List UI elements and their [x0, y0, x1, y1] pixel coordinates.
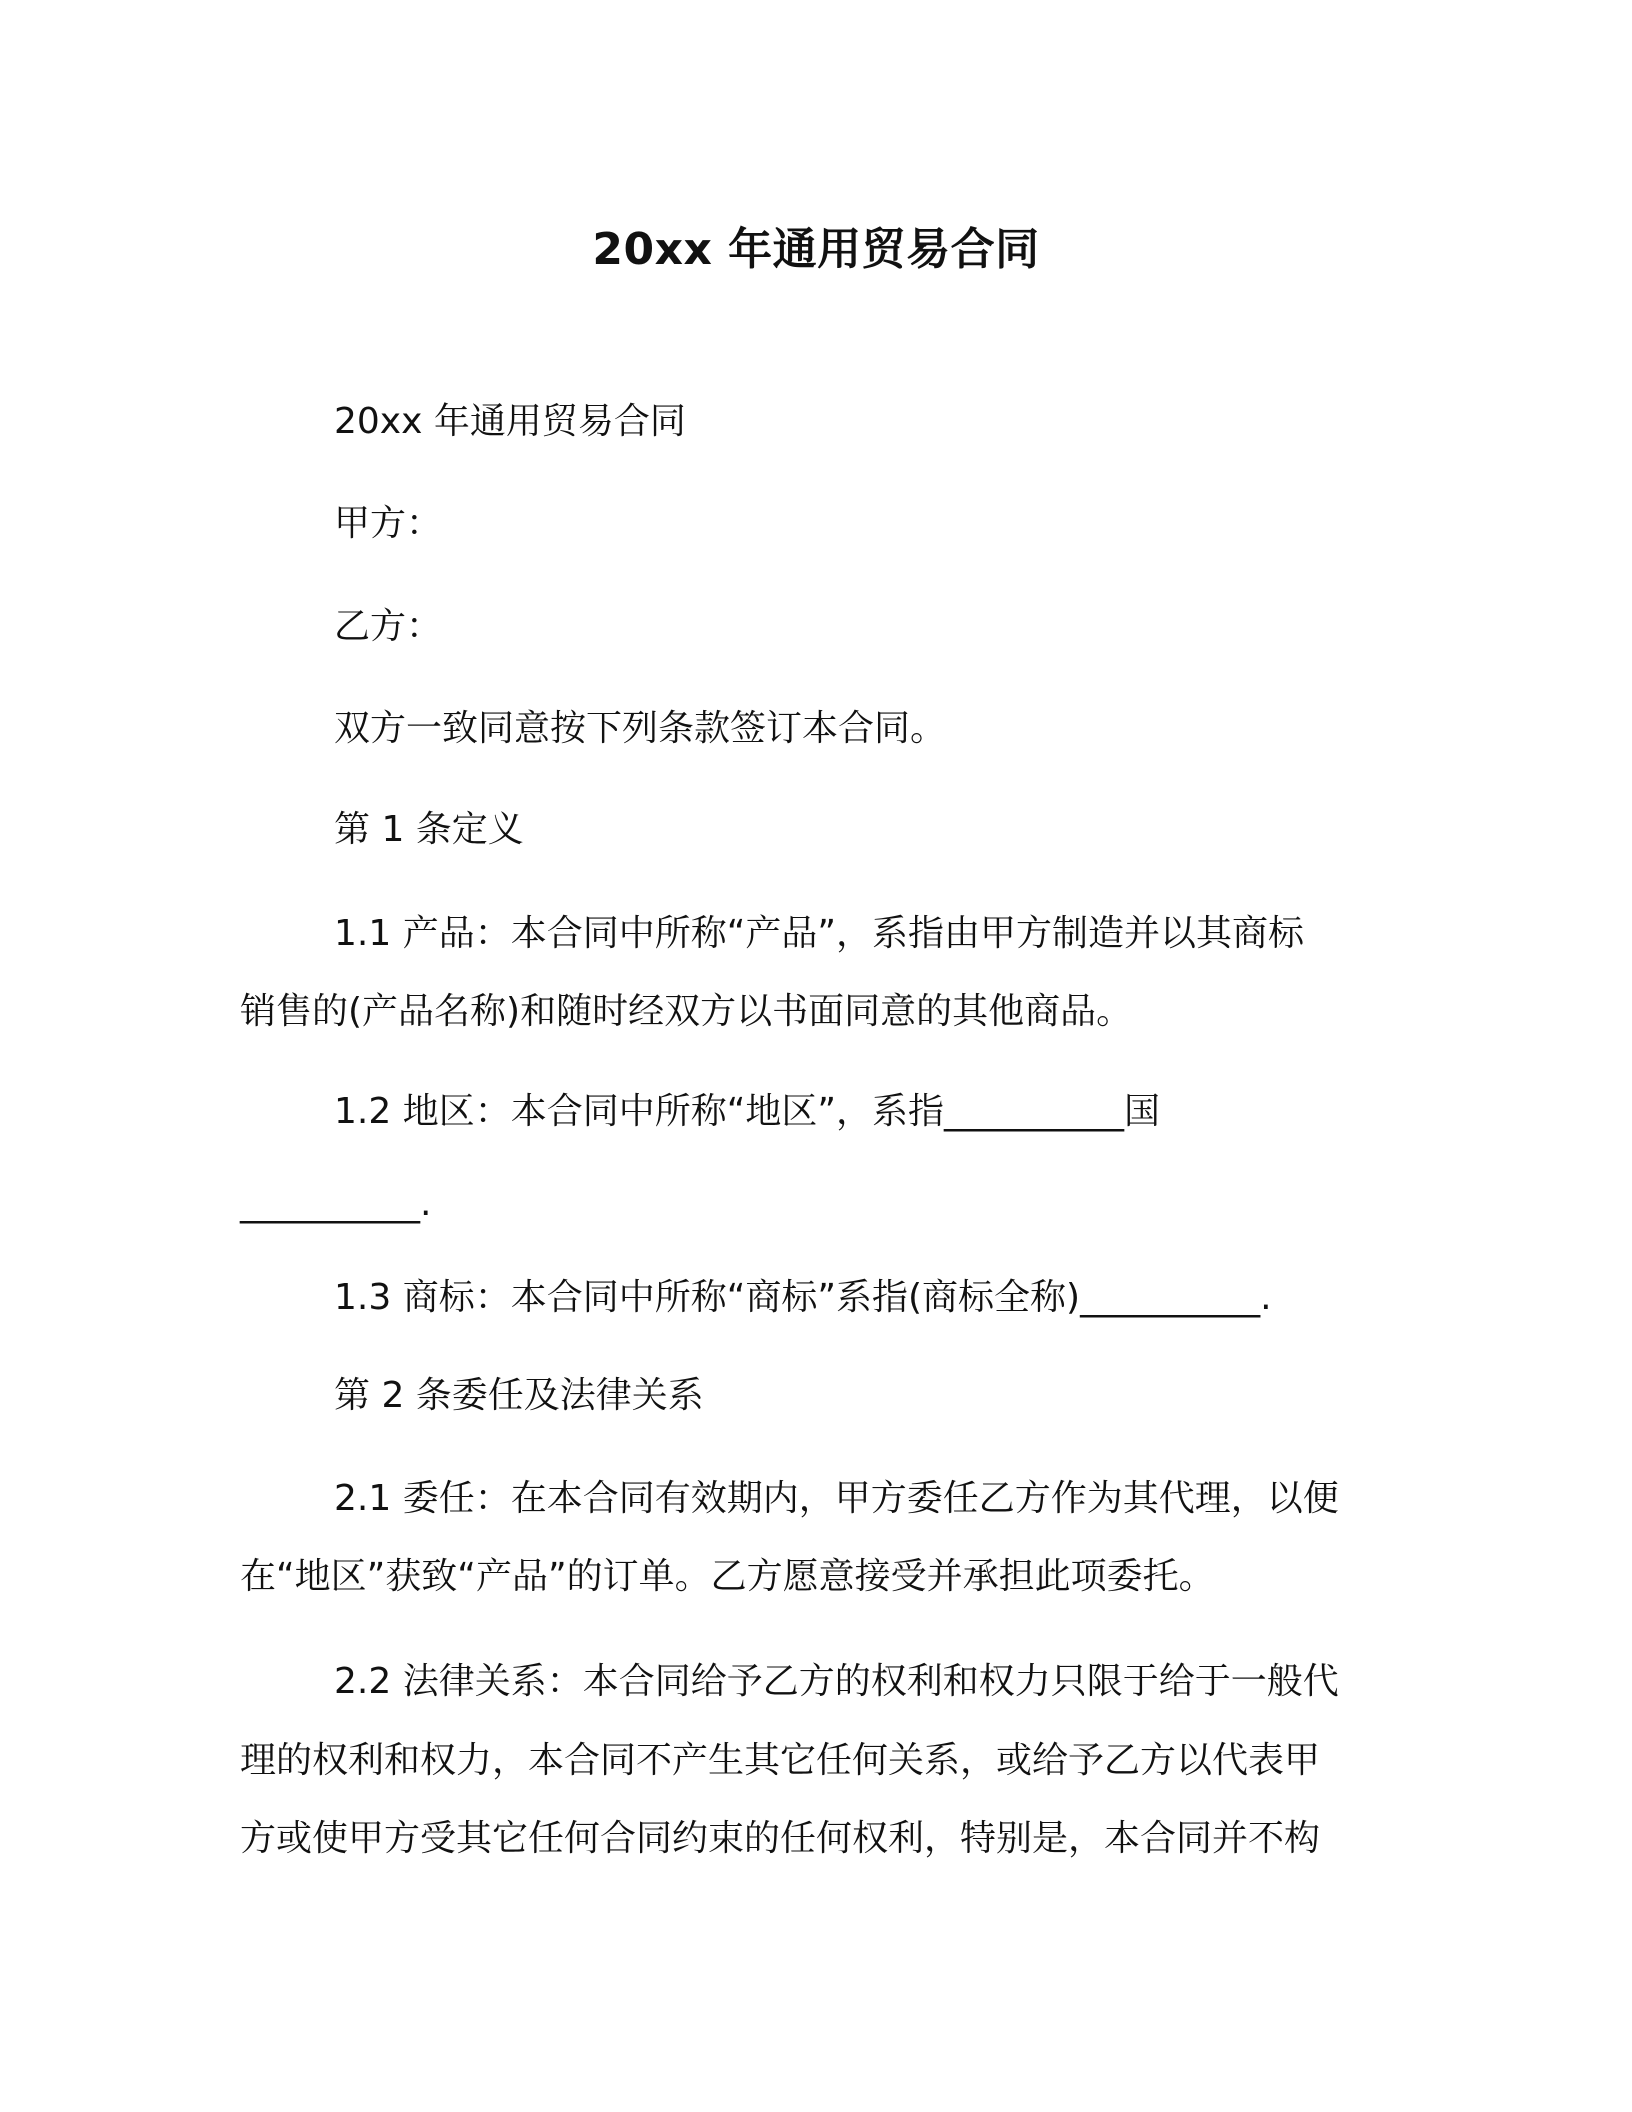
- article-2-heading: 第 2 条委任及法律关系: [334, 1375, 704, 1416]
- document-title: 20xx 年通用贸易合同: [592, 224, 1040, 275]
- doc-heading-line: 20xx 年通用贸易合同: [334, 401, 686, 442]
- clause-1-2-line-2: __________.: [240, 1183, 432, 1224]
- clause-1-1-line-1: 1.1 产品：本合同中所称“产品”，系指由甲方制造并以其商标: [334, 913, 1304, 954]
- clause-2-1-line-1: 2.1 委任：在本合同有效期内，甲方委任乙方作为其代理，以便: [334, 1478, 1339, 1519]
- clause-2-1-line-2: 在“地区”获致“产品”的订单。乙方愿意接受并承担此项委托。: [240, 1556, 1215, 1597]
- clause-1-2-line-1: 1.2 地区：本合同中所称“地区”，系指__________国: [334, 1091, 1160, 1132]
- clause-2-2-line-1: 2.2 法律关系：本合同给予乙方的权利和权力只限于给于一般代: [334, 1661, 1339, 1702]
- clause-2-2-line-2: 理的权利和权力，本合同不产生其它任何关系，或给予乙方以代表甲: [240, 1740, 1321, 1781]
- article-1-heading: 第 1 条定义: [334, 809, 524, 850]
- agreement-intro-line: 双方一致同意按下列条款签订本合同。: [334, 708, 947, 749]
- clause-1-3-line: 1.3 商标：本合同中所称“商标”系指(商标全称)__________.: [334, 1277, 1272, 1318]
- party-a-line: 甲方：: [334, 503, 443, 544]
- party-b-line: 乙方：: [334, 606, 443, 647]
- clause-2-2-line-3: 方或使甲方受其它任何合同约束的任何权利，特别是，本合同并不构: [240, 1818, 1321, 1859]
- clause-1-1-line-2: 销售的(产品名称)和随时经双方以书面同意的其他商品。: [240, 991, 1133, 1032]
